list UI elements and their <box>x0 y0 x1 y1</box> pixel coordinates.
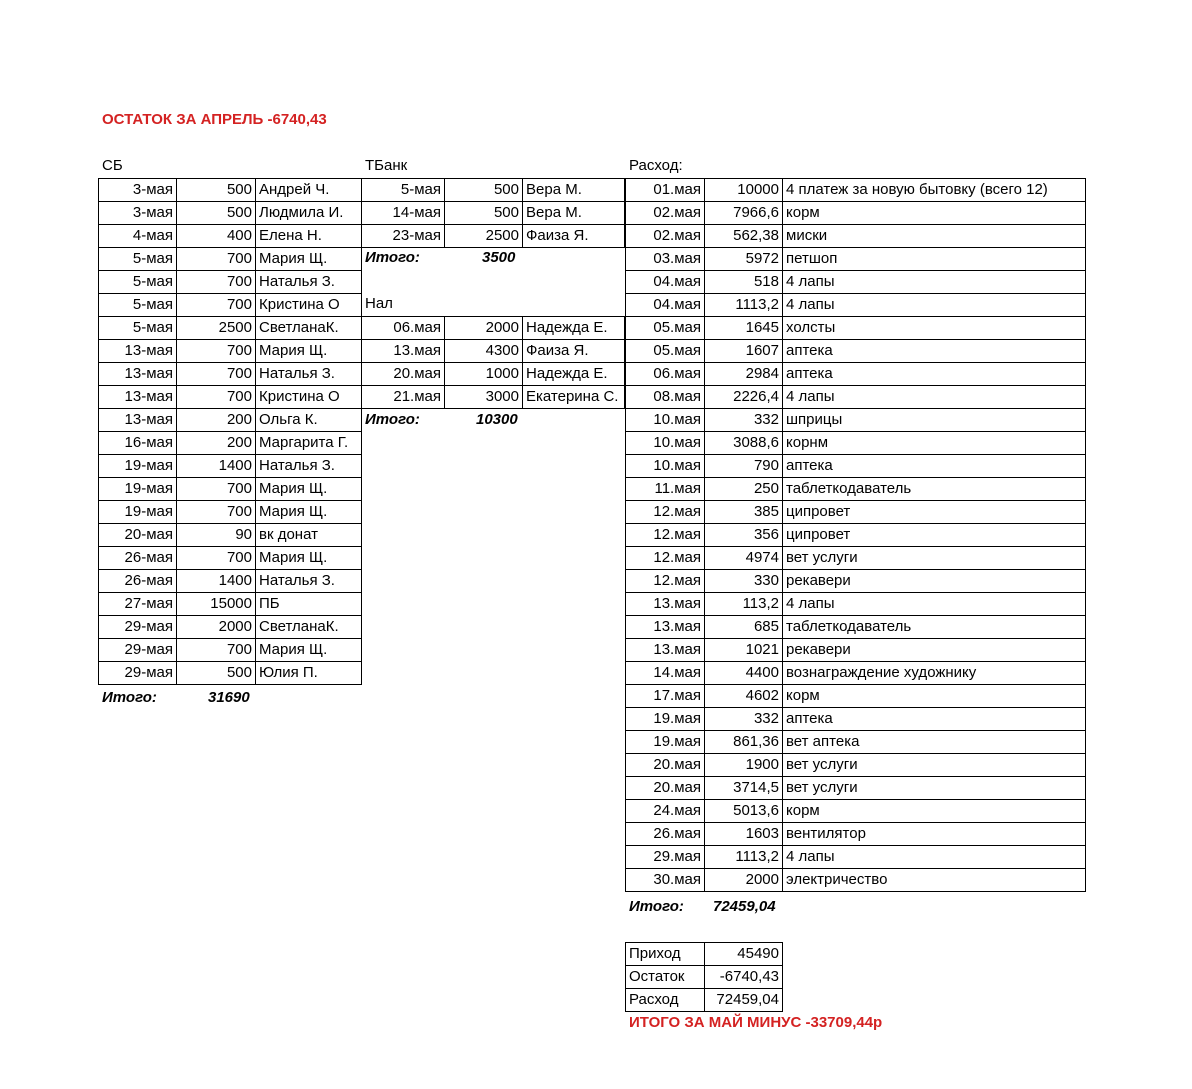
april-balance-title: ОСТАТОК ЗА АПРЕЛЬ -6740,43 <box>102 111 327 128</box>
sb-row <box>99 340 362 363</box>
sb-cell: Мария Щ. <box>256 340 362 363</box>
sb-row <box>99 409 362 432</box>
sb-cell: 29-мая <box>99 639 177 662</box>
tbank-cell: 5-мая <box>362 179 445 202</box>
sb-cell: Ольга К. <box>256 409 362 432</box>
sb-cell: 700 <box>177 340 256 363</box>
tbank-cell: 2500 <box>445 225 523 248</box>
sb-cell: 2000 <box>177 616 256 639</box>
sb-cell: вк донат <box>256 524 362 547</box>
expense-cell: корм <box>783 800 1086 823</box>
sb-cell: 500 <box>177 202 256 225</box>
expense-cell: 4974 <box>705 547 783 570</box>
summary-cell: 72459,04 <box>705 989 783 1012</box>
sb-cell: Мария Щ. <box>256 547 362 570</box>
expense-cell: 1113,2 <box>705 294 783 317</box>
nal-cell: Фаиза Я. <box>523 340 625 363</box>
sb-cell: Юлия П. <box>256 662 362 685</box>
sb-row <box>99 179 362 202</box>
sb-cell: Елена Н. <box>256 225 362 248</box>
expense-header: Расход: <box>629 157 683 174</box>
tbank-cell: 500 <box>445 179 523 202</box>
expense-cell: 4 лапы <box>783 386 1086 409</box>
tbank-total-label: Итого: <box>365 249 420 266</box>
nal-table <box>361 316 625 409</box>
sb-cell: 2500 <box>177 317 256 340</box>
sb-cell: Мария Щ. <box>256 501 362 524</box>
summary-cell: Расход <box>626 989 705 1012</box>
sb-cell: 700 <box>177 478 256 501</box>
expense-row <box>626 639 1086 662</box>
expense-cell: 05.мая <box>626 317 705 340</box>
expense-cell: таблеткодаватель <box>783 616 1086 639</box>
expense-row <box>626 754 1086 777</box>
sb-cell: 19-мая <box>99 501 177 524</box>
tbank-cell: Вера М. <box>523 202 625 225</box>
expense-cell: 4 лапы <box>783 593 1086 616</box>
sb-cell: 700 <box>177 386 256 409</box>
sb-cell: 5-мая <box>99 294 177 317</box>
expense-cell: 20.мая <box>626 777 705 800</box>
sb-cell: 200 <box>177 432 256 455</box>
summary-cell: Приход <box>626 943 705 966</box>
expense-cell: электричество <box>783 869 1086 892</box>
expense-row <box>626 685 1086 708</box>
sb-cell: 26-мая <box>99 547 177 570</box>
sb-total-label: Итого: <box>102 689 157 706</box>
sb-cell: 1400 <box>177 455 256 478</box>
expense-cell: 20.мая <box>626 754 705 777</box>
expense-row <box>626 432 1086 455</box>
sb-cell: Кристина О <box>256 294 362 317</box>
nal-cell: 06.мая <box>362 317 445 340</box>
expense-cell: 2226,4 <box>705 386 783 409</box>
summary-cell: 45490 <box>705 943 783 966</box>
expense-cell: вет аптека <box>783 731 1086 754</box>
nal-header: Нал <box>365 295 393 312</box>
sb-cell: 700 <box>177 294 256 317</box>
sb-cell: 3-мая <box>99 202 177 225</box>
expense-cell: 14.мая <box>626 662 705 685</box>
expense-cell: 385 <box>705 501 783 524</box>
expense-row <box>626 179 1086 202</box>
expense-cell: 4400 <box>705 662 783 685</box>
sb-cell: 13-мая <box>99 409 177 432</box>
sb-cell: Наталья З. <box>256 570 362 593</box>
sb-cell: 19-мая <box>99 455 177 478</box>
expense-cell: 10.мая <box>626 432 705 455</box>
expense-cell: 330 <box>705 570 783 593</box>
nal-cell: 2000 <box>445 317 523 340</box>
expense-row <box>626 777 1086 800</box>
expense-cell: 4 лапы <box>783 846 1086 869</box>
expense-cell: 4 платеж за новую бытовку (всего 12) <box>783 179 1086 202</box>
sb-cell: ПБ <box>256 593 362 616</box>
sb-cell: 29-мая <box>99 616 177 639</box>
expense-cell: 4602 <box>705 685 783 708</box>
nal-cell: 20.мая <box>362 363 445 386</box>
sb-cell: 700 <box>177 248 256 271</box>
sb-row <box>99 478 362 501</box>
expense-row <box>626 363 1086 386</box>
summary-row <box>626 989 783 1012</box>
nal-row <box>362 340 625 363</box>
sb-cell: 26-мая <box>99 570 177 593</box>
expense-row <box>626 478 1086 501</box>
expense-cell: аптека <box>783 708 1086 731</box>
expense-cell: 1603 <box>705 823 783 846</box>
sb-cell: Маргарита Г. <box>256 432 362 455</box>
sb-cell: Мария Щ. <box>256 639 362 662</box>
sb-cell: 200 <box>177 409 256 432</box>
expense-cell: 12.мая <box>626 524 705 547</box>
sb-cell: СветланаК. <box>256 616 362 639</box>
nal-total-value: 10300 <box>476 411 518 428</box>
expense-cell: корм <box>783 202 1086 225</box>
summary-cell: Остаток <box>626 966 705 989</box>
sb-cell: Кристина О <box>256 386 362 409</box>
sb-cell: 90 <box>177 524 256 547</box>
expense-cell: 5972 <box>705 248 783 271</box>
tbank-row <box>362 179 625 202</box>
expense-cell: 332 <box>705 409 783 432</box>
expense-cell: 05.мая <box>626 340 705 363</box>
expense-cell: 113,2 <box>705 593 783 616</box>
expense-cell: 685 <box>705 616 783 639</box>
expense-cell: холсты <box>783 317 1086 340</box>
expense-cell: 04.мая <box>626 271 705 294</box>
sb-row <box>99 570 362 593</box>
expense-row <box>626 570 1086 593</box>
expense-cell: 24.мая <box>626 800 705 823</box>
expense-cell: таблеткодаватель <box>783 478 1086 501</box>
nal-cell: Надежда Е. <box>523 317 625 340</box>
expense-cell: 7966,6 <box>705 202 783 225</box>
expense-cell: 10.мая <box>626 409 705 432</box>
nal-cell: Надежда Е. <box>523 363 625 386</box>
expense-cell: 1021 <box>705 639 783 662</box>
expense-cell: 19.мая <box>626 731 705 754</box>
expense-cell: 1900 <box>705 754 783 777</box>
expense-cell: аптека <box>783 340 1086 363</box>
expense-cell: 17.мая <box>626 685 705 708</box>
sb-row <box>99 616 362 639</box>
nal-cell: 13.мая <box>362 340 445 363</box>
expense-row <box>626 869 1086 892</box>
expense-cell: 03.мая <box>626 248 705 271</box>
expense-cell: 356 <box>705 524 783 547</box>
nal-cell: 21.мая <box>362 386 445 409</box>
sb-cell: Наталья З. <box>256 455 362 478</box>
expense-row <box>626 616 1086 639</box>
expense-cell: 332 <box>705 708 783 731</box>
expense-cell: ципровет <box>783 524 1086 547</box>
tbank-cell: 500 <box>445 202 523 225</box>
sb-row <box>99 202 362 225</box>
summary-row <box>626 966 783 989</box>
expense-cell: 30.мая <box>626 869 705 892</box>
expense-cell: 08.мая <box>626 386 705 409</box>
tbank-cell: 14-мая <box>362 202 445 225</box>
sb-row <box>99 248 362 271</box>
sb-row <box>99 363 362 386</box>
expense-cell: 13.мая <box>626 616 705 639</box>
expense-cell: аптека <box>783 363 1086 386</box>
sb-row <box>99 593 362 616</box>
nal-cell: 1000 <box>445 363 523 386</box>
expense-cell: вет услуги <box>783 777 1086 800</box>
sb-cell: 19-мая <box>99 478 177 501</box>
sb-cell: 700 <box>177 547 256 570</box>
tbank-table <box>361 178 625 248</box>
sb-row <box>99 547 362 570</box>
sb-header: СБ <box>102 157 123 174</box>
sb-cell: 500 <box>177 179 256 202</box>
expense-row <box>626 547 1086 570</box>
expense-cell: вознаграждение художнику <box>783 662 1086 685</box>
expense-cell: 1607 <box>705 340 783 363</box>
expense-cell: 29.мая <box>626 846 705 869</box>
expense-row <box>626 524 1086 547</box>
expense-cell: 790 <box>705 455 783 478</box>
tbank-row <box>362 202 625 225</box>
sb-cell: 13-мая <box>99 386 177 409</box>
expense-cell: аптека <box>783 455 1086 478</box>
expense-row <box>626 271 1086 294</box>
expense-cell: петшоп <box>783 248 1086 271</box>
tbank-total-value: 3500 <box>482 249 516 266</box>
expense-cell: 02.мая <box>626 225 705 248</box>
expense-row <box>626 340 1086 363</box>
expense-cell: 02.мая <box>626 202 705 225</box>
sb-row <box>99 662 362 685</box>
expense-cell: 2984 <box>705 363 783 386</box>
sb-cell: Людмила И. <box>256 202 362 225</box>
expense-cell: шприцы <box>783 409 1086 432</box>
sb-cell: 15000 <box>177 593 256 616</box>
sb-cell: СветланаК. <box>256 317 362 340</box>
expense-row <box>626 731 1086 754</box>
expense-cell: 4 лапы <box>783 271 1086 294</box>
tbank-row <box>362 225 625 248</box>
sb-cell: 400 <box>177 225 256 248</box>
expense-total-value: 72459,04 <box>713 898 776 915</box>
sb-row <box>99 386 362 409</box>
expense-cell: 01.мая <box>626 179 705 202</box>
expense-total-label: Итого: <box>629 898 684 915</box>
tbank-cell: Фаиза Я. <box>523 225 625 248</box>
expense-cell: 1113,2 <box>705 846 783 869</box>
expense-cell: 10000 <box>705 179 783 202</box>
expense-cell: вет услуги <box>783 547 1086 570</box>
nal-row <box>362 363 625 386</box>
sb-cell: 16-мая <box>99 432 177 455</box>
sb-cell: 4-мая <box>99 225 177 248</box>
nal-cell: Екатерина С. <box>523 386 625 409</box>
sb-cell: Наталья З. <box>256 271 362 294</box>
sb-total-value: 31690 <box>208 689 250 706</box>
expense-row <box>626 708 1086 731</box>
expense-row <box>626 823 1086 846</box>
sb-cell: 13-мая <box>99 363 177 386</box>
sb-cell: Мария Щ. <box>256 248 362 271</box>
nal-cell: 4300 <box>445 340 523 363</box>
expense-row <box>626 846 1086 869</box>
sb-row <box>99 432 362 455</box>
sb-cell: 3-мая <box>99 179 177 202</box>
expense-cell: 3088,6 <box>705 432 783 455</box>
sb-cell: Мария Щ. <box>256 478 362 501</box>
sb-row <box>99 455 362 478</box>
expense-cell: рекавери <box>783 570 1086 593</box>
sb-row <box>99 271 362 294</box>
sb-cell: 700 <box>177 501 256 524</box>
sb-cell: 13-мая <box>99 340 177 363</box>
expense-cell: 12.мая <box>626 547 705 570</box>
sb-cell: Наталья З. <box>256 363 362 386</box>
sb-row <box>99 639 362 662</box>
sb-cell: 27-мая <box>99 593 177 616</box>
summary-cell: -6740,43 <box>705 966 783 989</box>
expense-row <box>626 248 1086 271</box>
expense-cell: 12.мая <box>626 501 705 524</box>
expense-cell: 13.мая <box>626 593 705 616</box>
nal-total-label: Итого: <box>365 411 420 428</box>
expense-row <box>626 593 1086 616</box>
expense-cell: 12.мая <box>626 570 705 593</box>
expense-cell: 19.мая <box>626 708 705 731</box>
expense-cell: рекавери <box>783 639 1086 662</box>
expense-cell: 10.мая <box>626 455 705 478</box>
expense-cell: корм <box>783 685 1086 708</box>
expense-cell: вет услуги <box>783 754 1086 777</box>
expense-row <box>626 455 1086 478</box>
sb-cell: 700 <box>177 639 256 662</box>
nal-row <box>362 386 625 409</box>
expense-cell: 06.мая <box>626 363 705 386</box>
expense-row <box>626 225 1086 248</box>
expense-cell: 5013,6 <box>705 800 783 823</box>
sb-cell: 29-мая <box>99 662 177 685</box>
may-final-total: ИТОГО ЗА МАЙ МИНУС -33709,44р <box>629 1014 883 1031</box>
nal-cell: 3000 <box>445 386 523 409</box>
tbank-header: ТБанк <box>365 157 408 174</box>
sb-row <box>99 317 362 340</box>
sb-cell: 20-мая <box>99 524 177 547</box>
expense-cell: 1645 <box>705 317 783 340</box>
expense-cell: миски <box>783 225 1086 248</box>
expense-cell: 250 <box>705 478 783 501</box>
sb-cell: 700 <box>177 363 256 386</box>
expense-row <box>626 317 1086 340</box>
expense-row <box>626 800 1086 823</box>
sb-cell: 5-мая <box>99 317 177 340</box>
expense-cell: 518 <box>705 271 783 294</box>
expense-table <box>625 178 1086 892</box>
expense-cell: 3714,5 <box>705 777 783 800</box>
expense-cell: 26.мая <box>626 823 705 846</box>
expense-cell: вентилятор <box>783 823 1086 846</box>
expense-cell: 861,36 <box>705 731 783 754</box>
sb-cell: 500 <box>177 662 256 685</box>
summary-table <box>625 942 783 1012</box>
sb-cell: 5-мая <box>99 271 177 294</box>
expense-row <box>626 409 1086 432</box>
sb-cell: 1400 <box>177 570 256 593</box>
sb-cell: 5-мая <box>99 248 177 271</box>
sb-cell: 700 <box>177 271 256 294</box>
sb-table <box>98 178 362 685</box>
expense-row <box>626 386 1086 409</box>
expense-cell: корнм <box>783 432 1086 455</box>
nal-row <box>362 317 625 340</box>
expense-cell: 11.мая <box>626 478 705 501</box>
expense-cell: 13.мая <box>626 639 705 662</box>
expense-cell: ципровет <box>783 501 1086 524</box>
summary-row <box>626 943 783 966</box>
tbank-cell: Вера М. <box>523 179 625 202</box>
expense-row <box>626 202 1086 225</box>
expense-cell: 2000 <box>705 869 783 892</box>
expense-cell: 562,38 <box>705 225 783 248</box>
expense-cell: 04.мая <box>626 294 705 317</box>
expense-cell: 4 лапы <box>783 294 1086 317</box>
sb-row <box>99 501 362 524</box>
sb-row <box>99 524 362 547</box>
expense-row <box>626 501 1086 524</box>
expense-row <box>626 294 1086 317</box>
expense-row <box>626 662 1086 685</box>
sb-row <box>99 225 362 248</box>
sb-cell: Андрей Ч. <box>256 179 362 202</box>
tbank-cell: 23-мая <box>362 225 445 248</box>
sb-row <box>99 294 362 317</box>
